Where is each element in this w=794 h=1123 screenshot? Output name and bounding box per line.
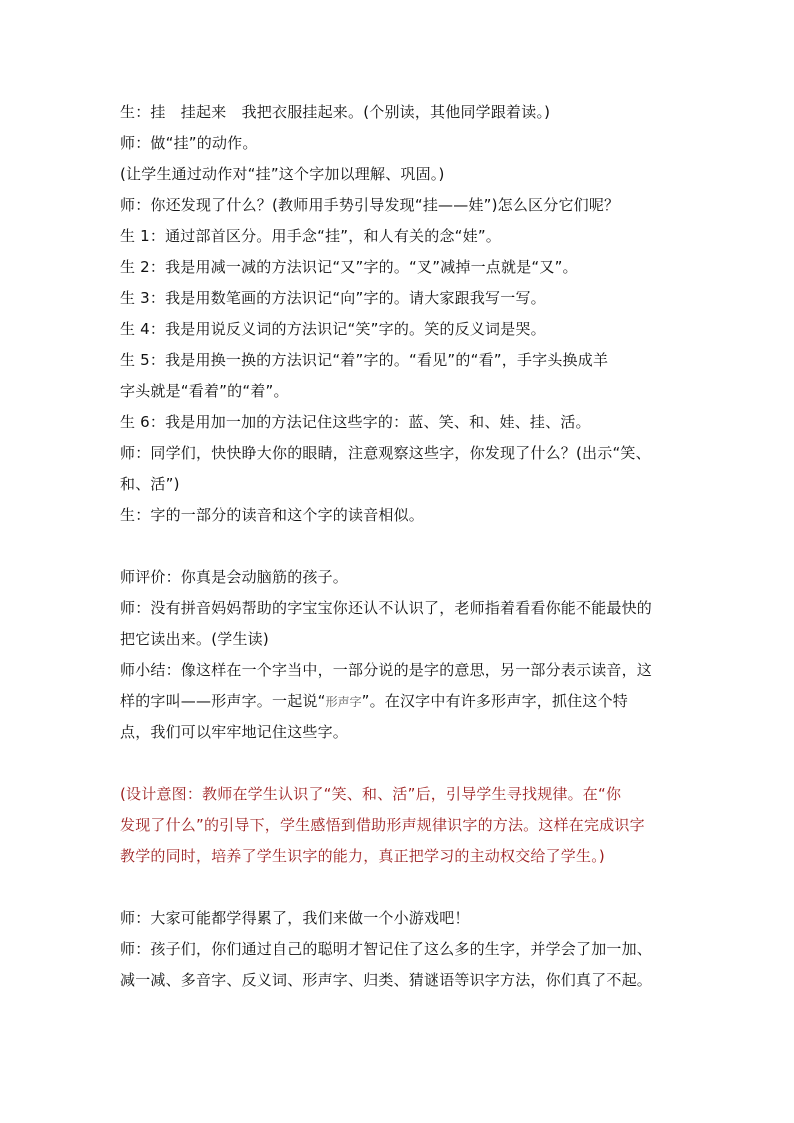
design-intent-note: 教学的同时，培养了学生识字的能力，真正把学习的主动权交给了学生。) xyxy=(120,847,605,865)
design-intent-note: (设计意图：教师在学生认识了“笑、和、活”后，引导学生寻找规律。在“你 xyxy=(120,785,622,803)
dialogue-line: 生 4：我是用说反义词的方法识记“笑”字的。笑的反义词是哭。 xyxy=(120,320,546,338)
design-intent-note: 发现了什么”的引导下，学生感悟到借助形声规律识字的方法。这样在完成识字 xyxy=(120,816,645,834)
dialogue-line: 生 5：我是用换一换的方法识记“着”字的。“看见”的“看”，手字头换成羊 xyxy=(120,351,609,369)
dialogue-line: 生：字的一部分的读音和这个字的读音相似。 xyxy=(120,506,425,524)
dialogue-line: 减一减、多音字、反义词、形声字、归类、猜谜语等识字方法，你们真了不起。 xyxy=(120,971,653,989)
text-segment: 样的字叫——形声字。一起说“ xyxy=(120,692,326,710)
dialogue-line: 师：没有拼音妈妈帮助的字宝宝你还认不认识了，老师指着看看你能不能最快的 xyxy=(120,599,653,617)
dialogue-line: 师评价：你真是会动脑筋的孩子。 xyxy=(120,568,349,586)
dialogue-line: 生：挂 挂起来 我把衣服挂起来。(个别读，其他同学跟着读。) xyxy=(120,103,551,121)
dialogue-line: 生 6：我是用加一加的方法记住这些字的：蓝、笑、和、娃、挂、活。 xyxy=(120,413,591,431)
dialogue-line xyxy=(120,691,628,712)
dialogue-line: 生 3：我是用数笔画的方法识记“向”字的。请大家跟我写一写。 xyxy=(120,289,546,307)
dialogue-line: 点，我们可以牢牢地记住这些字。 xyxy=(120,723,349,741)
dialogue-line: 师：大家可能都学得累了，我们来做一个小游戏吧！ xyxy=(120,909,470,927)
dialogue-line: 师：你还发现了什么？(教师用手势引导发现“挂——娃”)怎么区分它们呢？ xyxy=(120,196,620,214)
dialogue-line: 生 2：我是用减一减的方法识记“又”字的。“叉”减掉一点就是“又”。 xyxy=(120,258,578,276)
dialogue-line: 字头就是“看着”的“着”。 xyxy=(120,382,289,400)
dialogue-line: 师小结：像这样在一个字当中，一部分说的是字的意思，另一部分表示读音，这 xyxy=(120,661,653,679)
dialogue-line: 师：同学们，快快睁大你的眼睛，注意观察这些字，你发现了什么？(出示“笑、 xyxy=(120,444,651,462)
text-segment: ”。在汉字中有许多形声字，抓住这个特 xyxy=(361,692,628,710)
stage-note: (让学生通过动作对“挂”这个字加以理解、巩固。) xyxy=(120,165,445,183)
dialogue-line: 和、活”) xyxy=(120,475,180,493)
dialogue-line: 把它读出来。(学生读) xyxy=(120,630,269,648)
term-xingshengzi: 形声字 xyxy=(325,695,362,709)
dialogue-line: 生 1：通过部首区分。用手念“挂”，和人有关的念“娃”。 xyxy=(120,227,501,245)
dialogue-line: 师：孩子们，你们通过自己的聪明才智记住了这么多的生字，并学会了加一加、 xyxy=(120,940,653,958)
dialogue-line: 师：做“挂”的动作。 xyxy=(120,134,258,152)
